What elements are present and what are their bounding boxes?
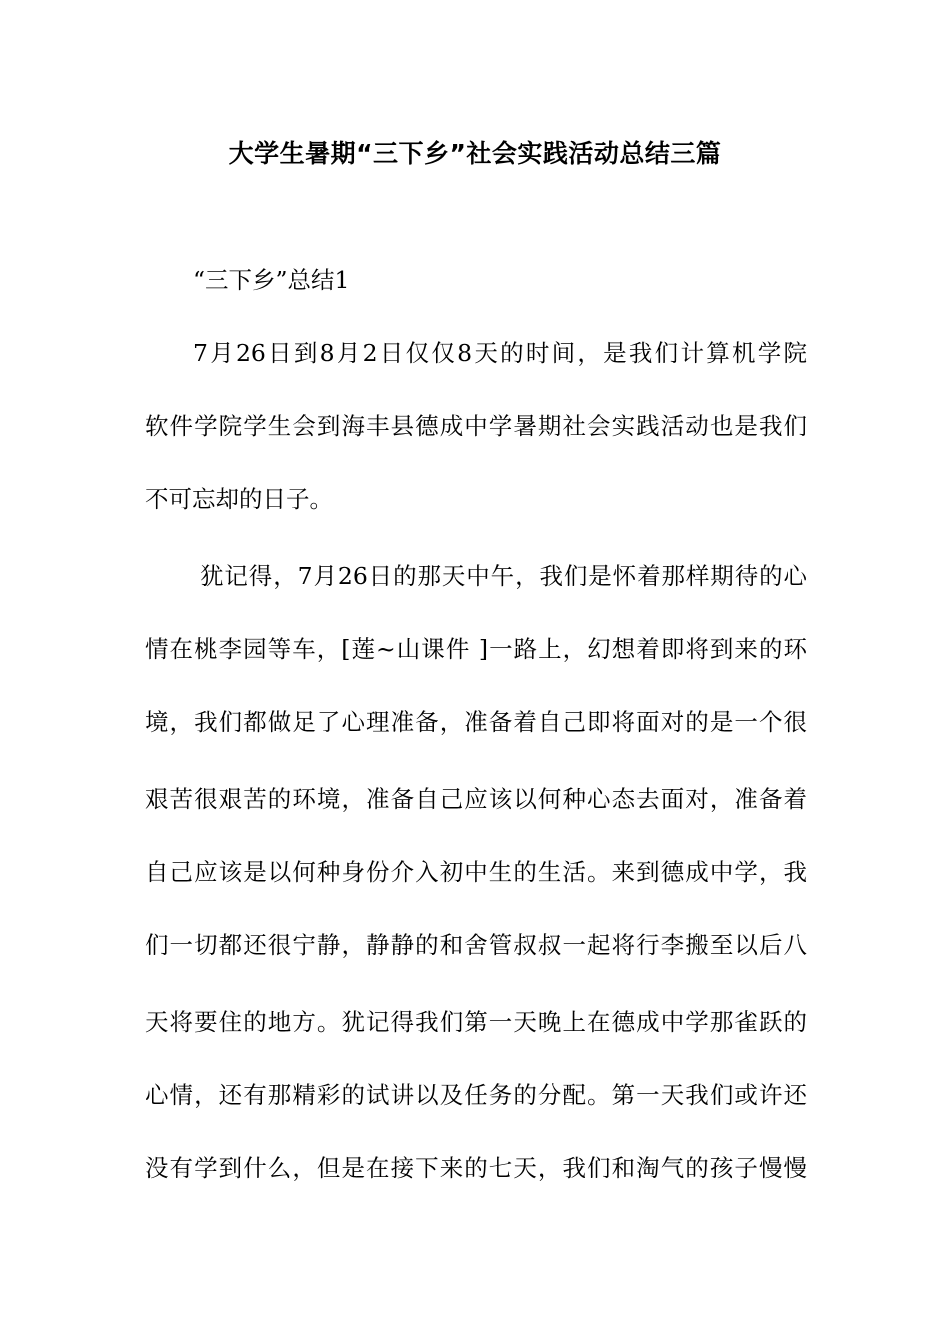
paragraph-2-line-9: 没有学到什么，但是在接下来的七天，我们和淘气的孩子慢慢	[145, 1154, 807, 1182]
section-heading: “三下乡”总结1	[193, 266, 350, 294]
paragraph-2-line-7: 天将要住的地方。犹记得我们第一天晚上在德成中学那雀跃的	[145, 1008, 807, 1036]
paragraph-2-line-2: 情在桃李园等车，[莲~山课件 ]一路上，幻想着即将到来的环	[145, 635, 807, 663]
paragraph-2-line-8: 心情，还有那精彩的试讲以及任务的分配。第一天我们或许还	[145, 1081, 807, 1109]
paragraph-1-line-2: 软件学院学生会到海丰县德成中学暑期社会实践活动也是我们	[145, 412, 807, 440]
paragraph-2-line-6: 们一切都还很宁静，静静的和舍管叔叔一起将行李搬至以后八	[145, 931, 807, 959]
document-title: 大学生暑期“三下乡”社会实践活动总结三篇	[228, 139, 722, 168]
paragraph-2-line-1: 犹记得，7月26日的那天中午，我们是怀着那样期待的心	[200, 562, 807, 590]
paragraph-1-line-3: 不可忘却的日子。	[145, 485, 333, 513]
paragraph-2-line-3: 境，我们都做足了心理准备，准备着自己即将面对的是一个很	[145, 708, 807, 736]
paragraph-2-line-4: 艰苦很艰苦的环境，准备自己应该以何种心态去面对，准备着	[145, 785, 807, 813]
paragraph-1-line-1: 7月26日到8月2日仅仅8天的时间，是我们计算机学院	[193, 339, 807, 367]
paragraph-2-line-5: 自己应该是以何种身份介入初中生的生活。来到德成中学，我	[145, 858, 807, 886]
